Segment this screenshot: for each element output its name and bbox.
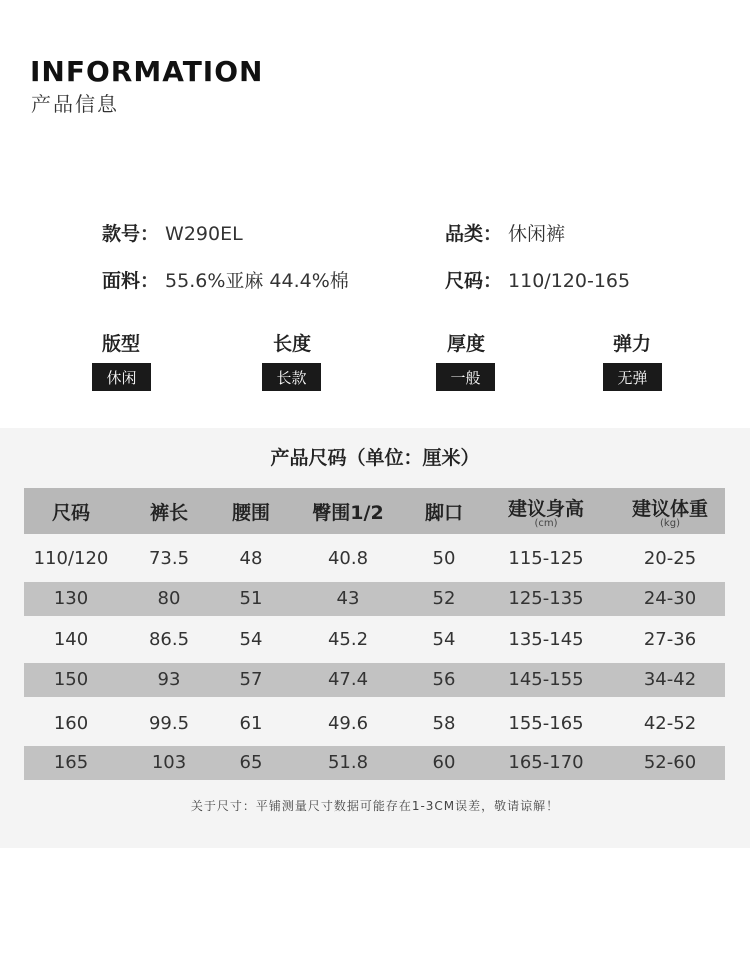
table-row: [24, 663, 725, 697]
info-size-range-value: 110/120-165: [508, 270, 631, 292]
attr-thickness-tag: 一般: [436, 363, 495, 391]
attr-stretch-tag: 无弹: [603, 363, 662, 391]
info-size-range: [445, 266, 630, 293]
attr-length-label: 长度: [272, 333, 311, 355]
table-cell: 58: [432, 713, 456, 734]
info-colon: ：: [483, 270, 503, 292]
table-cell: 50: [432, 548, 456, 569]
header-unit: (cm): [534, 517, 558, 529]
header-label: 建议体重: [631, 497, 709, 520]
header-cell: [52, 488, 90, 534]
info-category-value: 休闲裤: [508, 223, 566, 245]
table-cell: 110/120: [33, 548, 109, 569]
table-cell: 103: [151, 752, 187, 773]
header-label: 脚口: [424, 501, 464, 524]
table-cell: 140: [53, 629, 89, 650]
table-cell: 57: [239, 669, 263, 690]
table-cell: 115-125: [508, 548, 584, 569]
table-cell: 165: [53, 752, 89, 773]
header-title: INFORMATION: [30, 55, 264, 88]
header-cell: [508, 488, 584, 534]
table-cell: 65: [239, 752, 263, 773]
attr-stretch-label: 弹力: [612, 333, 651, 355]
table-cell: 99.5: [148, 713, 190, 734]
attr-fit-tag: 休闲: [92, 363, 151, 391]
info-category: [445, 219, 565, 246]
table-cell: 135-145: [508, 629, 584, 650]
table-header: [24, 488, 725, 534]
table-cell: 86.5: [148, 629, 190, 650]
header-cell: [312, 488, 383, 534]
table-cell: 27-36: [643, 629, 697, 650]
table-cell: 40.8: [327, 548, 369, 569]
info-fabric-label: 面料: [102, 270, 141, 292]
table-cell: 125-135: [508, 588, 584, 609]
info-fabric-value: 55.6%亚麻 44.4%棉: [165, 270, 349, 292]
table-cell: 24-30: [643, 588, 697, 609]
table-cell: 160: [53, 713, 89, 734]
attr-thickness-label: 厚度: [446, 333, 485, 355]
table-cell: 42-52: [643, 713, 697, 734]
attr-length-tag: 长款: [262, 363, 321, 391]
attr-fit-label: 版型: [101, 333, 140, 355]
size-table-title: 产品尺码（单位：厘米）: [270, 447, 480, 469]
table-cell: 165-170: [508, 752, 584, 773]
header-label: 尺码: [51, 501, 91, 524]
size-note: 关于尺寸：平铺测量尺寸数据可能存在1-3CM误差，敬请谅解！: [190, 799, 560, 813]
table-cell: 130: [53, 588, 89, 609]
info-colon: ：: [483, 223, 503, 245]
header-cell: [425, 488, 463, 534]
header-cell: [150, 488, 188, 534]
table-cell: 49.6: [327, 713, 369, 734]
table-row: [24, 582, 725, 616]
table-cell: 54: [432, 629, 456, 650]
header-cell: [232, 488, 270, 534]
table-cell: 52-60: [643, 752, 697, 773]
info-category-label: 品类: [445, 223, 484, 245]
table-cell: 20-25: [643, 548, 697, 569]
table-row: [24, 707, 725, 741]
info-fabric: [102, 266, 349, 293]
table-row: [24, 623, 725, 657]
table-cell: 48: [239, 548, 263, 569]
info-colon: ：: [140, 223, 160, 245]
table-row: [24, 542, 725, 576]
header-label: 裤长: [149, 501, 189, 524]
table-cell: 54: [239, 629, 263, 650]
table-cell: 80: [157, 588, 181, 609]
header-label: 臀围1/2: [312, 501, 384, 524]
table-cell: 155-165: [508, 713, 584, 734]
header-subtitle: 产品信息: [31, 92, 119, 116]
header-label: 建议身高: [507, 497, 585, 520]
header-unit: (kg): [660, 517, 680, 529]
info-style-no-value: W290EL: [165, 223, 243, 245]
info-size-range-label: 尺码: [445, 270, 484, 292]
table-cell: 145-155: [508, 669, 584, 690]
info-colon: ：: [140, 270, 160, 292]
header-cell: [632, 488, 708, 534]
info-style-no-label: 款号: [102, 223, 141, 245]
info-style-no: [102, 219, 243, 246]
table-cell: 56: [432, 669, 456, 690]
table-cell: 43: [336, 588, 360, 609]
table-cell: 61: [239, 713, 263, 734]
table-cell: 34-42: [643, 669, 697, 690]
table-cell: 47.4: [327, 669, 369, 690]
table-cell: 51.8: [327, 752, 369, 773]
table-cell: 51: [239, 588, 263, 609]
table-cell: 45.2: [327, 629, 369, 650]
table-cell: 93: [157, 669, 181, 690]
table-cell: 150: [53, 669, 89, 690]
table-cell: 60: [432, 752, 456, 773]
table-row: [24, 746, 725, 780]
table-cell: 52: [432, 588, 456, 609]
header-label: 腰围: [231, 501, 271, 524]
table-cell: 73.5: [148, 548, 190, 569]
